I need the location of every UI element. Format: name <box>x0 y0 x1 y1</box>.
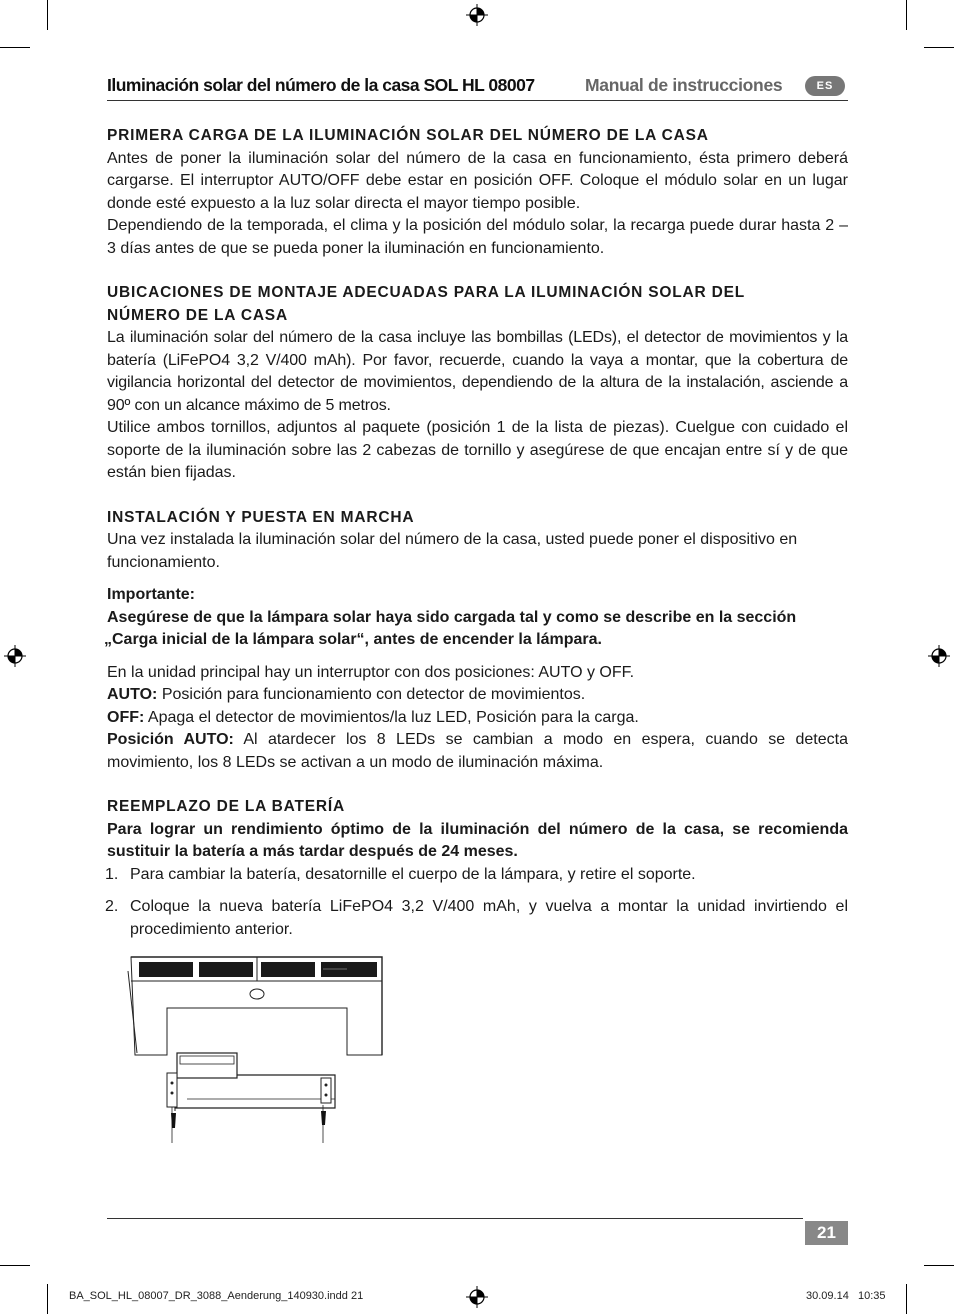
paragraph: Dependiendo de la temporada, el clima y la posición del módulo solar, la recarga puede durar hasta 2 – 3 días antes de que se pueda poner la iluminación en funcionamiento. <box>107 217 848 257</box>
list-item <box>107 896 848 941</box>
crop-mark <box>0 1265 30 1266</box>
registration-mark-icon <box>928 645 950 667</box>
step-text: Para cambiar la batería, desatornille el cuerpo de la lámpara, y retire el soporte. <box>130 865 696 883</box>
section-title-installation: INSTALACIÓN Y PUESTA EN MARCHA <box>107 508 415 526</box>
auto-text: Posición para funcionamiento con detector de movimientos. <box>157 686 586 703</box>
footer-rule <box>107 1218 803 1219</box>
lamp-assembly-illustration <box>127 953 387 1148</box>
crop-mark <box>924 47 954 48</box>
step-text: Coloque la nueva batería LiFePO4 3,2 V/400 mAh, y vuelva a montar la unidad invirtiendo el procedimiento anterior. <box>130 898 848 938</box>
auto-mode-line <box>107 684 848 707</box>
section-title-line: NÚMERO DE LA CASA <box>107 306 288 324</box>
auto-label: AUTO: <box>107 686 158 703</box>
paragraph: Utilice ambos tornillos, adjuntos al paquete (posición 1 de la lista de piezas). Cuelgue con cuidado el soporte de la iluminación sobre las 2 cabezas de tornillo y asegúrese de que encajan entre sí y de que están bien fijadas. <box>107 419 848 481</box>
crop-mark <box>906 0 907 30</box>
language-badge: ES <box>805 76 845 96</box>
important-line: „Carga inicial de la lámpara solar“, antes de encender la lámpara. <box>104 631 602 648</box>
battery-recommendation: Para lograr un rendimiento óptimo de la iluminación del número de la casa, se recomienda sustituir la batería a más tardar después de 24 meses. <box>107 820 848 860</box>
page-content <box>104 125 848 941</box>
paragraph: Antes de poner la iluminación solar del número de la casa en funcionamiento, ésta primero deberá cargarse. El interruptor AUTO/OFF debe estar en posición OFF. Coloque el módulo solar en un lugar donde esté expuesto a la luz solar directa el mayor tiempo posible. <box>107 149 848 212</box>
important-label: Importante: <box>107 586 195 603</box>
registration-mark-icon <box>466 1286 488 1308</box>
page-header <box>107 74 848 101</box>
registration-mark-icon <box>466 4 488 26</box>
important-line: Asegúrese de que la lámpara solar haya sido cargada tal y como se describe en la sección <box>107 608 797 626</box>
crop-mark <box>47 0 48 30</box>
crop-mark <box>906 1284 907 1314</box>
registration-mark-icon <box>4 645 26 667</box>
battery-steps <box>107 864 848 942</box>
paragraph: En la unidad principal hay un interruptor con dos posiciones: AUTO y OFF. <box>107 663 635 681</box>
file-slug: BA_SOL_HL_08007_DR_3088_Aenderung_140930.indd 21 <box>69 1290 364 1302</box>
section-title-line: UBICACIONES DE MONTAJE ADECUADAS PARA LA ILUMINACIÓN SOLAR DEL <box>107 284 746 301</box>
section-title-first-charge: PRIMERA CARGA DE LA ILUMINACIÓN SOLAR DEL NÚMERO DE LA CASA <box>107 127 709 144</box>
position-auto-label: Posición AUTO: <box>107 731 234 748</box>
step-number: 1. <box>105 865 119 883</box>
crop-mark <box>924 1265 954 1266</box>
document-title: Iluminación solar del número de la casa SOL HL 08007 <box>107 75 535 95</box>
manual-label: Manual de instrucciones <box>585 75 783 95</box>
section-title-mounting <box>107 282 848 327</box>
paragraph: La iluminación solar del número de la casa incluye las bombillas (LEDs), el detector de movimientos y la batería (LiFePO4 3,2 V/400 mAh). Por favor, recuerde, cuando la vaya a montar, que la cobertura de vigilancia horizontal del detector de movimientos, dependiendo de la altura de la instalación, asciende a 90º con un alcance máximo de 5 metros. <box>107 329 848 414</box>
off-mode-line <box>107 707 848 730</box>
position-auto-text: Al atardecer los 8 LEDs se cambian a modo en espera, cuando se detecta movimiento, los 8 LEDs se activan a un modo de iluminación máxima. <box>107 731 848 771</box>
paragraph: Una vez instalada la iluminación solar del número de la casa, usted puede poner el dispositivo en funcionamiento. <box>107 531 798 571</box>
crop-mark <box>0 47 30 48</box>
important-note <box>104 607 848 652</box>
page-number: 21 <box>805 1221 848 1245</box>
off-text: Apaga el detector de movimientos/la luz LED, Posición para la carga. <box>144 708 639 726</box>
off-label: OFF: <box>107 708 145 726</box>
list-item <box>107 864 848 887</box>
date-slug: 30.09.14 10:35 <box>806 1290 886 1302</box>
section-title-battery: REEMPLAZO DE LA BATERÍA <box>107 798 345 815</box>
crop-mark <box>47 1284 48 1314</box>
position-auto-line <box>107 729 848 774</box>
step-number: 2. <box>105 898 119 915</box>
